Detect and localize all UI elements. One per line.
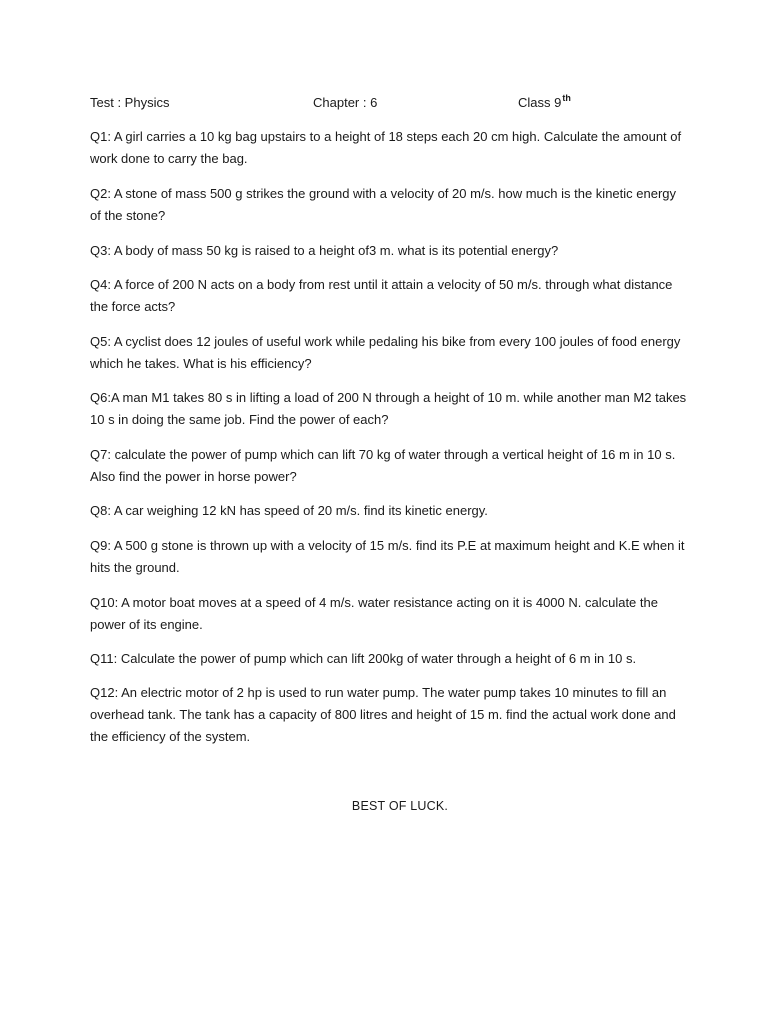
closing-message: BEST OF LUCK. bbox=[351, 799, 449, 813]
question-9: Q9: A 500 g stone is thrown up with a velocity of 15 m/s. find its P.E at maximum height and K.E when it hits the ground. bbox=[90, 538, 685, 575]
question-4: Q4: A force of 200 N acts on a body from rest until it attain a velocity of 50 m/s. through what distance the force acts? bbox=[90, 277, 673, 314]
question-10: Q10: A motor boat moves at a speed of 4 m/s. water resistance acting on it is 4000 N. calculate the power of its engine. bbox=[90, 595, 658, 632]
question-6: Q6:A man M1 takes 80 s in lifting a load of 200 N through a height of 10 m. while another man M2 takes 10 s in doing the same job. Find the power of each? bbox=[90, 390, 687, 427]
question-1: Q1: A girl carries a 10 kg bag upstairs to a height of 18 steps each 20 cm high. Calculate the amount of work done to carry the bag. bbox=[90, 129, 682, 166]
question-2: Q2: A stone of mass 500 g strikes the ground with a velocity of 20 m/s. how much is the kinetic energy of the stone? bbox=[90, 186, 677, 223]
class-level bbox=[518, 93, 571, 113]
chapter-number: Chapter : 6 bbox=[313, 95, 378, 110]
question-12: Q12: An electric motor of 2 hp is used to run water pump. The water pump takes 10 minutes to fill an overhead tank. The tank has a capacity of 800 litres and height of 15 m. find the actual work done and the efficiency of the system. bbox=[90, 685, 676, 744]
question-8: Q8: A car weighing 12 kN has speed of 20 m/s. find its kinetic energy. bbox=[90, 503, 488, 518]
question-11: Q11: Calculate the power of pump which can lift 200kg of water through a height of 6 m in 10 s. bbox=[90, 651, 637, 666]
test-subject: Test : Physics bbox=[90, 95, 170, 110]
question-5: Q5: A cyclist does 12 joules of useful work while pedaling his bike from every 100 joules of food energy which he takes. What is his efficiency? bbox=[90, 334, 681, 371]
class-suffix: th bbox=[562, 93, 571, 103]
test-header bbox=[90, 93, 690, 113]
question-3: Q3: A body of mass 50 kg is raised to a height of3 m. what is its potential energy? bbox=[90, 243, 559, 258]
class-label: Class 9 bbox=[518, 95, 562, 110]
question-7: Q7: calculate the power of pump which can lift 70 kg of water through a vertical height of 16 m in 10 s. Also find the power in horse power? bbox=[90, 447, 676, 484]
